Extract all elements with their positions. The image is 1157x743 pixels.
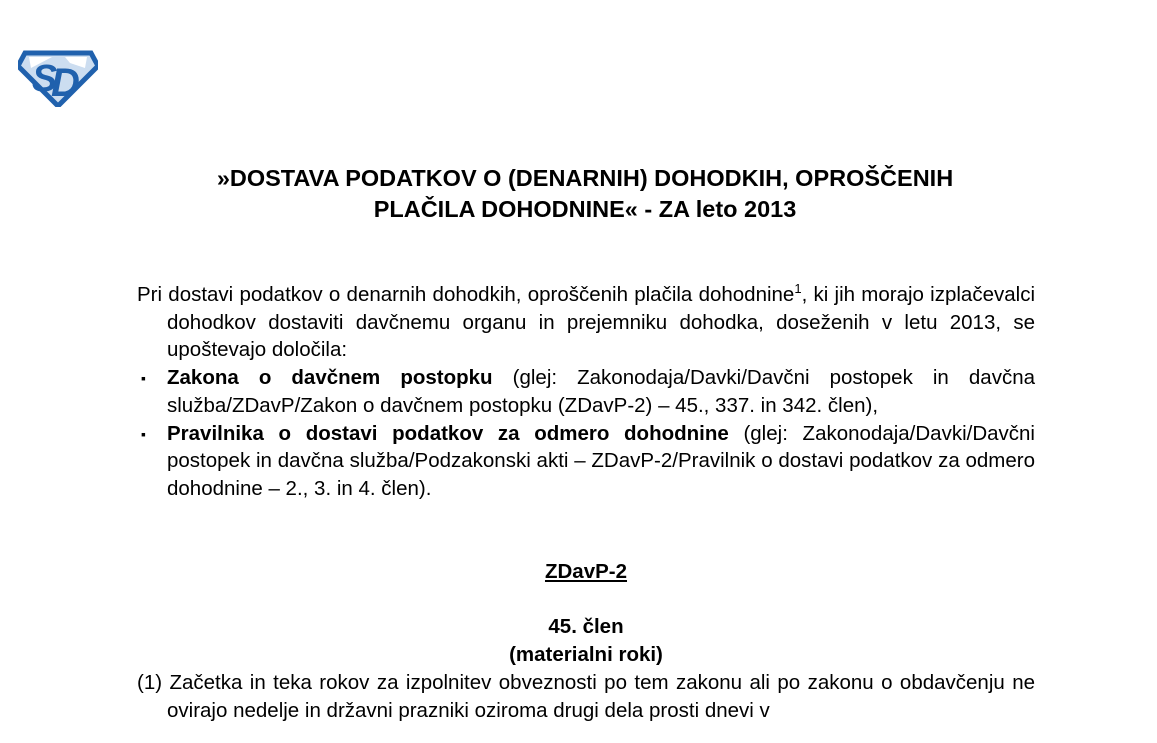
list-item — [137, 364, 1035, 419]
law-heading — [137, 558, 1035, 586]
law-heading-text: ZDavP-2 — [544, 560, 628, 584]
logo-letter-d: D — [51, 61, 80, 105]
bullet-1-text: (glej: Zakonodaja/Davki/Davčni postopek in davčna služba/ZDavP/Zakon o davčnem postopku (ZDavP-2) – 45., 337. in 342. člen), — [167, 366, 1035, 417]
title-line-1: »DOSTAVA PODATKOV O (DENARNIH) DOHODKIH, OPROŠČENIH — [216, 165, 954, 191]
title-line-2: PLAČILA DOHODNINE« - ZA leto 2013 — [373, 196, 797, 222]
sd-logo — [18, 50, 98, 107]
bullet-square-icon: ▪ — [141, 370, 146, 387]
logo-letter-s: S — [32, 58, 58, 100]
article-number-heading: 45. člen — [548, 615, 624, 639]
bullet-square-icon: ▪ — [141, 425, 146, 442]
intro-paragraph — [137, 281, 1035, 364]
bullet-2-bold-lead: Pravilnika o dostavi podatkov za odmero dohodnine — [167, 421, 729, 445]
bullet-2-text: (glej: Zakonodaja/Davki/Davčni postopek in davčna služba/Podzakonski akti – ZDavP-2/Pravilnik o dostavi podatkov za odmero dohodnine – 2., 3. in 4. člen). — [167, 421, 1035, 500]
document-body — [137, 281, 1035, 724]
intro-text-after-footnote: , ki jih morajo izplačevalci dohodkov dostaviti davčnemu organu in prejemniku dohodka, doseženih v letu 2013, se upoštevajo določila: — [167, 283, 1035, 362]
document-title — [129, 163, 1041, 225]
intro-text-before-footnote: Pri dostavi podatkov o denarnih dohodkih, oproščenih plačila dohodnine — [137, 283, 795, 306]
list-item — [137, 420, 1035, 503]
footnote-reference-1: 1 — [794, 281, 802, 297]
sd-shield-icon — [18, 50, 98, 107]
bullet-1-bold-lead: Zakona o davčnem postopku — [167, 366, 493, 390]
article-subtitle: (materialni roki) — [509, 643, 663, 667]
article-paragraph-1: (1) Začetka in teka rokov za izpolnitev obveznosti po tem zakonu ali po zakonu o obdavčenju ne ovirajo nedelje in državni prazniki oziroma drugi dela prosti dnevi v — [137, 670, 1035, 722]
